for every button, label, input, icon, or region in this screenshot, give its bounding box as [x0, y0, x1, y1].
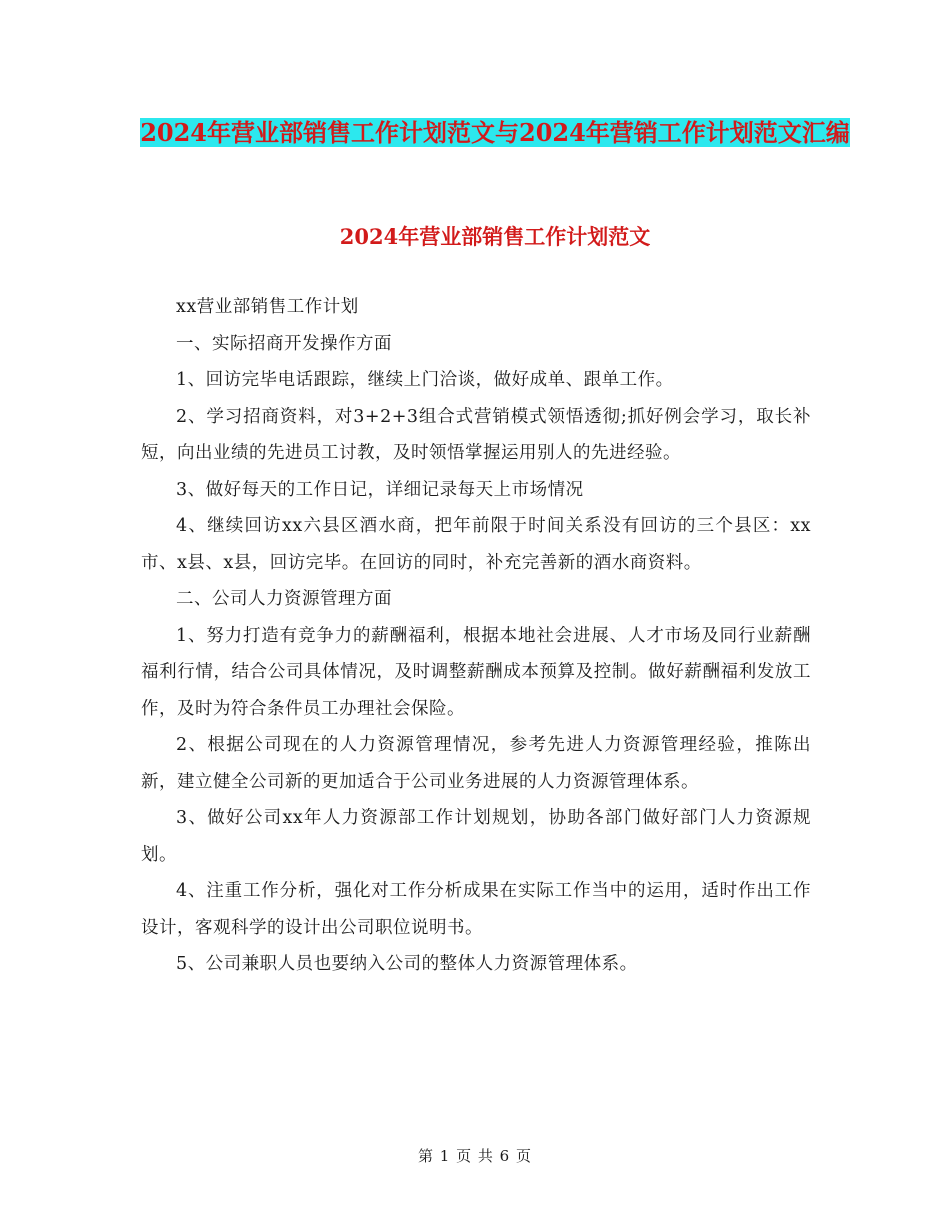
main-title-highlight: 2024年营业部销售工作计划范文与2024年营销工作计划范文汇编 [140, 118, 850, 147]
document-body [141, 289, 811, 983]
paragraph: 5、公司兼职人员也要纳入公司的整体人力资源管理体系。 [176, 954, 638, 974]
paragraph: 1、努力打造有竞争力的薪酬福利，根据本地社会进展、人才市场及同行业薪酬福利行情，结合公司具体情况，及时调整薪酬成本预算及控制。做好薪酬福利发放工作，及时为符合条件员工办理社会保险。 [141, 625, 811, 719]
paragraph: 1、回访完毕电话跟踪，继续上门洽谈，做好成单、跟单工作。 [176, 370, 674, 390]
paragraph: 3、做好每天的工作日记，详细记录每天上市场情况 [176, 479, 584, 500]
paragraph: 2、根据公司现在的人力资源管理情况，参考先进人力资源管理经验，推陈出新，建立健全公司新的更加适合于公司业务进展的人力资源管理体系。 [141, 735, 811, 792]
document-main-title [140, 110, 850, 156]
paragraph: 4、注重工作分析，强化对工作分析成果在实际工作当中的运用，适时作出工作设计，客观科学的设计出公司职位说明书。 [141, 881, 811, 938]
paragraph: 2、学习招商资料，对3+2+3组合式营销模式领悟透彻;抓好例会学习，取长补短，向出业绩的先进员工讨教，及时领悟掌握运用别人的先进经验。 [141, 406, 811, 463]
page-footer: 第 1 页 共 6 页 [418, 1147, 532, 1165]
section-title: 2024年营业部销售工作计划范文 [339, 224, 651, 249]
paragraph: xx营业部销售工作计划 [176, 297, 359, 317]
paragraph: 4、继续回访xx六县区酒水商，把年前限于时间关系没有回访的三个县区：xx市、x县、x县，回访完毕。在回访的同时，补充完善新的酒水商资料。 [141, 516, 811, 573]
paragraph: 3、做好公司xx年人力资源部工作计划规划，协助各部门做好部门人力资源规划。 [141, 808, 811, 865]
paragraph: 一、实际招商开发操作方面 [176, 333, 392, 354]
paragraph: 二、公司人力资源管理方面 [176, 589, 392, 609]
